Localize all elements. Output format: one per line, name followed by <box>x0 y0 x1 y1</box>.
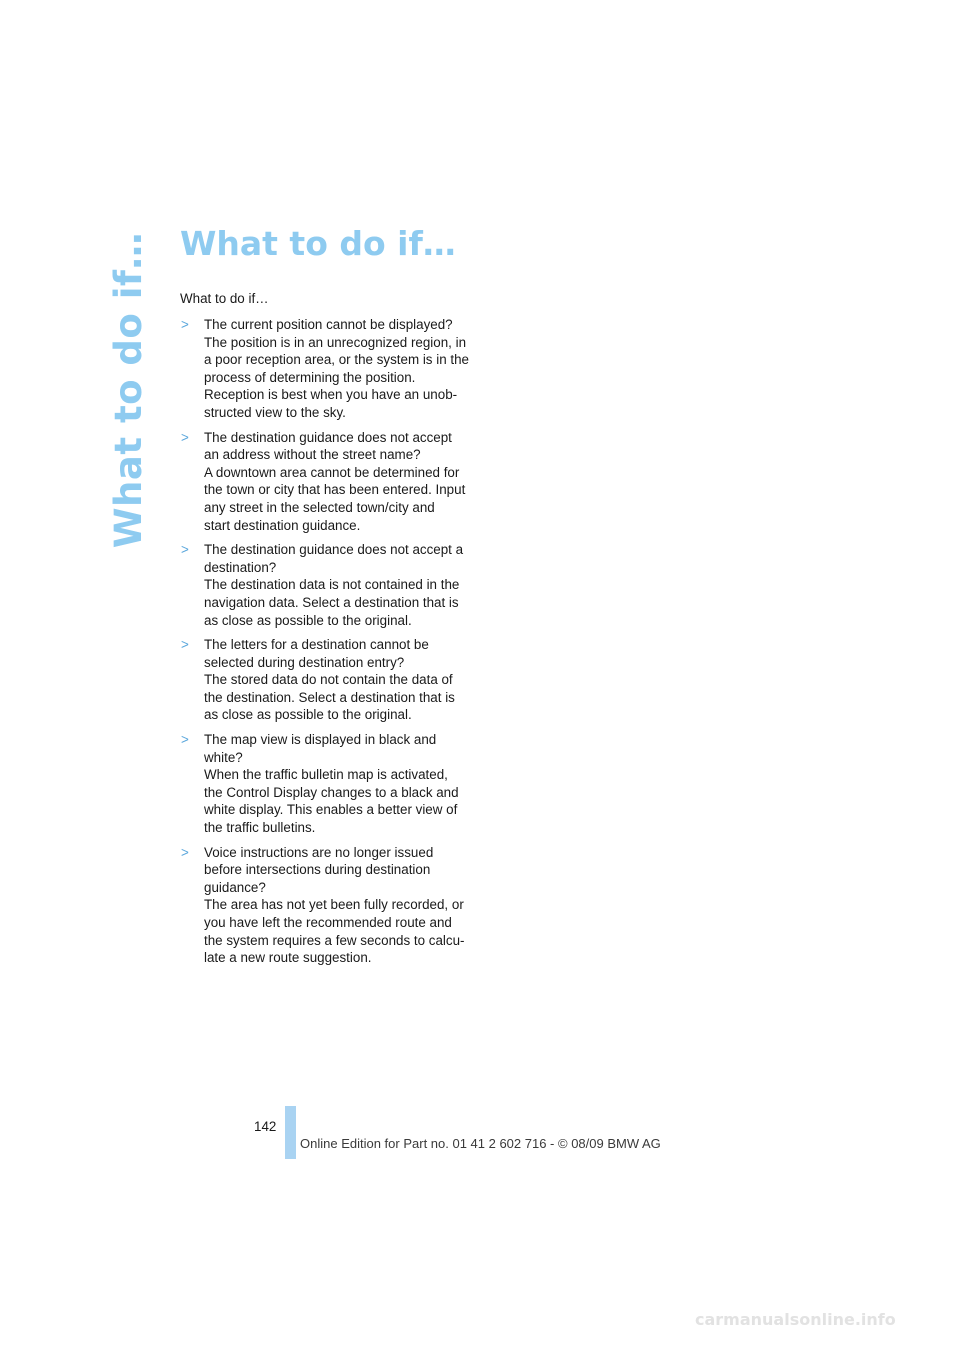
item-question: Voice instructions are no longer issued before intersections during destination guidance? <box>204 844 434 895</box>
list-item <box>180 844 480 967</box>
page-number: 142 <box>254 1119 277 1134</box>
list-item <box>180 731 480 837</box>
item-question: The current position cannot be displayed? <box>204 317 453 332</box>
item-answer: The stored data do not contain the data of the destination. Select a destination that is as close as possible to the original. <box>204 672 455 723</box>
item-answer: When the traffic bulletin map is activated, the Control Display changes to a black and white display. This enables a better view of the traffic bulletins. <box>204 767 459 836</box>
item-question: The map view is displayed in black and white? <box>204 732 437 765</box>
footer-accent-bar <box>285 1106 296 1159</box>
item-answer: The position is in an unrecognized region, in a poor reception area, or the system is in the process of determining the position. Reception is best when you have an unob- structed view to the sky. <box>204 334 469 420</box>
page-title: What to do if… <box>180 224 456 263</box>
item-answer: The area has not yet been fully recorded, or you have left the recommended route and the system requires a few seconds to calcu- late a new route suggestion. <box>204 897 465 966</box>
intro-text: What to do if… <box>180 291 269 306</box>
item-answer: The destination data is not contained in the navigation data. Select a destination that is as close as possible to the original. <box>204 577 460 628</box>
troubleshooting-list <box>180 316 480 974</box>
item-question: The destination guidance does not accept a destination? <box>204 542 464 575</box>
list-item <box>180 636 480 724</box>
bullet-marker: > <box>181 844 189 860</box>
list-item <box>180 316 480 422</box>
bullet-marker: > <box>181 637 189 653</box>
list-item <box>180 541 480 629</box>
item-question: The destination guidance does not accept an address without the street name? <box>204 429 452 463</box>
chapter-side-title: What to do if… <box>107 232 150 549</box>
bullet-marker: > <box>181 317 189 332</box>
bullet-marker: > <box>181 542 189 558</box>
bullet-marker: > <box>181 429 189 445</box>
item-answer: A downtown area cannot be determined for the town or city that has been entered. Input any street in the selected town/city and start destination guidance. <box>204 464 466 533</box>
list-item <box>180 429 480 535</box>
item-question: The letters for a destination cannot be selected during destination entry? <box>204 637 429 670</box>
bullet-marker: > <box>181 732 189 748</box>
watermark: carmanualsonline.info <box>695 1310 896 1329</box>
footer-edition-text: Online Edition for Part no. 01 41 2 602 716 - © 08/09 BMW AG <box>300 1136 661 1151</box>
